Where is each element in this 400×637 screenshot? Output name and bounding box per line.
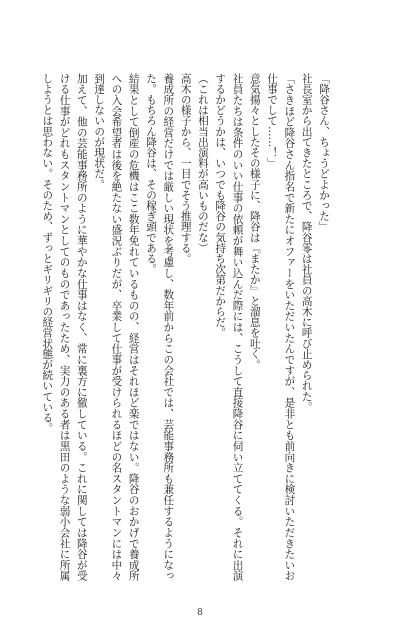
body-text [41,73,332,581]
paragraph-narration: 社長室から出てきたところで、降谷零は社員の高木に呼び止められた。 [300,73,313,413]
paragraph-backstage: 加えて、他の芸能事務所のように華やかな仕事はなく、常に裏方に徹している。これに関しては降谷が受ける仕事がどれもスタントマンとしてのものであったため、実力のある者は黒田のような弱小会社に所属しようとは思わない。そのため、ずっとギリギリの経営状態が続いている。 [41,73,88,581]
paragraph-dialogue-offer: 「さきほど降谷さん指名で新たにオファーをいただいたんですが、是非とも前向きに検討いただきたいお仕事でして……！」 [266,73,296,581]
paragraph-greeting: 「降谷さん、ちょうどよかった」 [318,73,330,232]
paragraph-employees: 社員たちは条件のいい仕事の依頼が舞い込んだ際には、こうして直接降谷に伺い立ててくる。それに出演するかどうかは、いつでも降谷の気持ち次第だからだ。 [214,73,244,581]
paragraph-deduction: 高木の様子から、一目でそう推理する。 [179,73,192,264]
page-number: 8 [197,608,203,618]
paragraph-thought: （これは相当出演料が高いものだな） [196,73,209,254]
paragraph-sigh: 意気揚々としたその様子に、降谷は『またか』と溜息を吐く。 [248,73,261,370]
paragraph-agency: 養成所の経営だけでは厳しい現状を考慮し、数年前からこの会社では、芸能事務所も兼任するようになった。もちろん降谷は、その稼ぎ頭である。 [145,73,175,581]
paragraph-finances: 結果として倒産の危機はここ数年免れているものの、経営はそれほど楽ではない。降谷のおかげで養成所への入会希望者は後を絶たない盛況ぶりだが、卒業して仕事が受けられるほどの名スタントマンには中々到達しないのが現状だ。 [93,73,140,581]
